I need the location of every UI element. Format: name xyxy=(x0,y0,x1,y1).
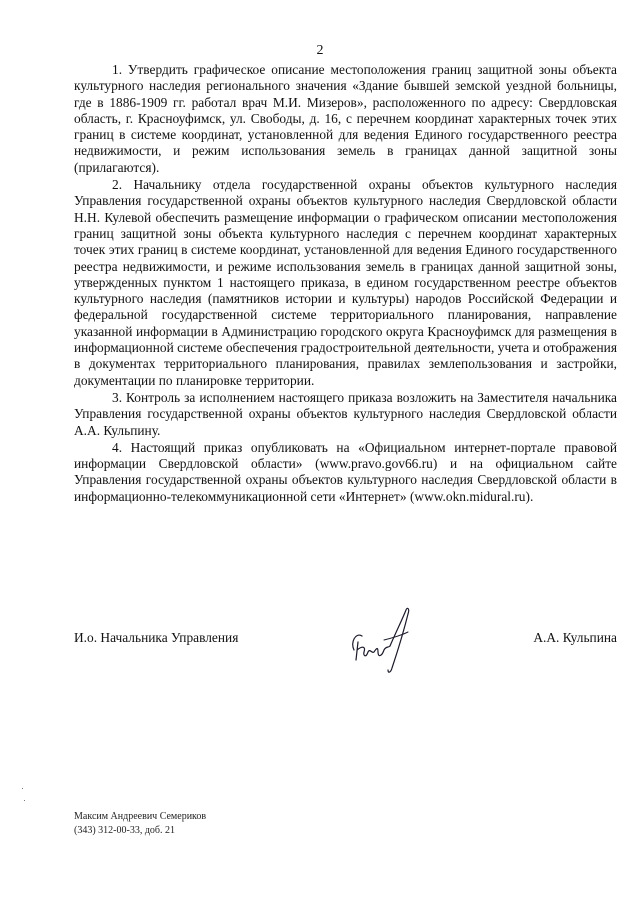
scan-speck xyxy=(24,800,25,801)
scan-speck xyxy=(22,788,23,789)
executor-name: Максим Андреевич Семериков xyxy=(74,811,207,822)
signature-block xyxy=(74,624,617,664)
executor-info xyxy=(74,810,206,838)
signer-name: А.А. Кульпина xyxy=(533,630,617,645)
signer-position: И.о. Начальника Управления xyxy=(74,630,239,645)
paragraph-3: 3. Контроль за исполнением настоящего приказа возложить на Заместителя начальника Управления государственной охраны объектов культурного наследия Свердловской области А.А. Кульпину. xyxy=(74,389,617,438)
executor-phone: (343) 312-00-33, доб. 21 xyxy=(74,825,175,836)
page-number: 2 xyxy=(316,43,324,58)
paragraph-1: 1. Утвердить графическое описание местоположения границ защитной зоны объекта культурного наследия регионального значения «Здание бывшей земской уездной больницы, где в 1886-1909 гг. работал врач М.И. Мизеров», расположенного по адресу: Свердловская область, г. Красноуфимск, ул. Свободы, д. 16, с перечнем координат характерных точек этих границ в системе координат, установленной для ведения Единого государственного реестра недвижимости, и режим использования земель в границах данной защитной зоны (прилагаются). xyxy=(74,62,617,175)
paragraph-2: 2. Начальнику отдела государственной охраны объектов культурного наследия Управления государственной охраны объектов культурного наследия Свердловской области Н.Н. Кулевой обеспечить размещение информации о графическом описании местоположения границ защитной зоны объекта культурного наследия с перечнем координат характерных точек этих границ в системе координат, установленной для ведения Единого государственного реестра недвижимости, и режиме использования земель в границах данной защитной зоны, утвержденных пунктом 1 настоящего приказа, в едином государственном реестре объектов культурного наследия (памятников истории и культуры) народов Российской Федерации и федеральной государственной системе территориального планирования, направление указанной информации в Администрацию городского округа Красноуфимск для размещения в информационной системе обеспечения градостроительной деятельности, учета и отображения в документах территориального планирования, правилах землепользования и застройки, документации по планировке территории. xyxy=(74,177,617,388)
handwritten-signature xyxy=(344,602,434,682)
paragraph-4: 4. Настоящий приказ опубликовать на «Официальном интернет-портале правовой информации Свердловской области» (www.pravo.gov66.ru) и на официальном сайте Управления государственной охраны объектов культурного наследия Свердловской области в информационно-телекоммуникационной сети «Интернет» (www.okn.midural.ru). xyxy=(74,439,617,504)
order-text xyxy=(74,62,617,506)
